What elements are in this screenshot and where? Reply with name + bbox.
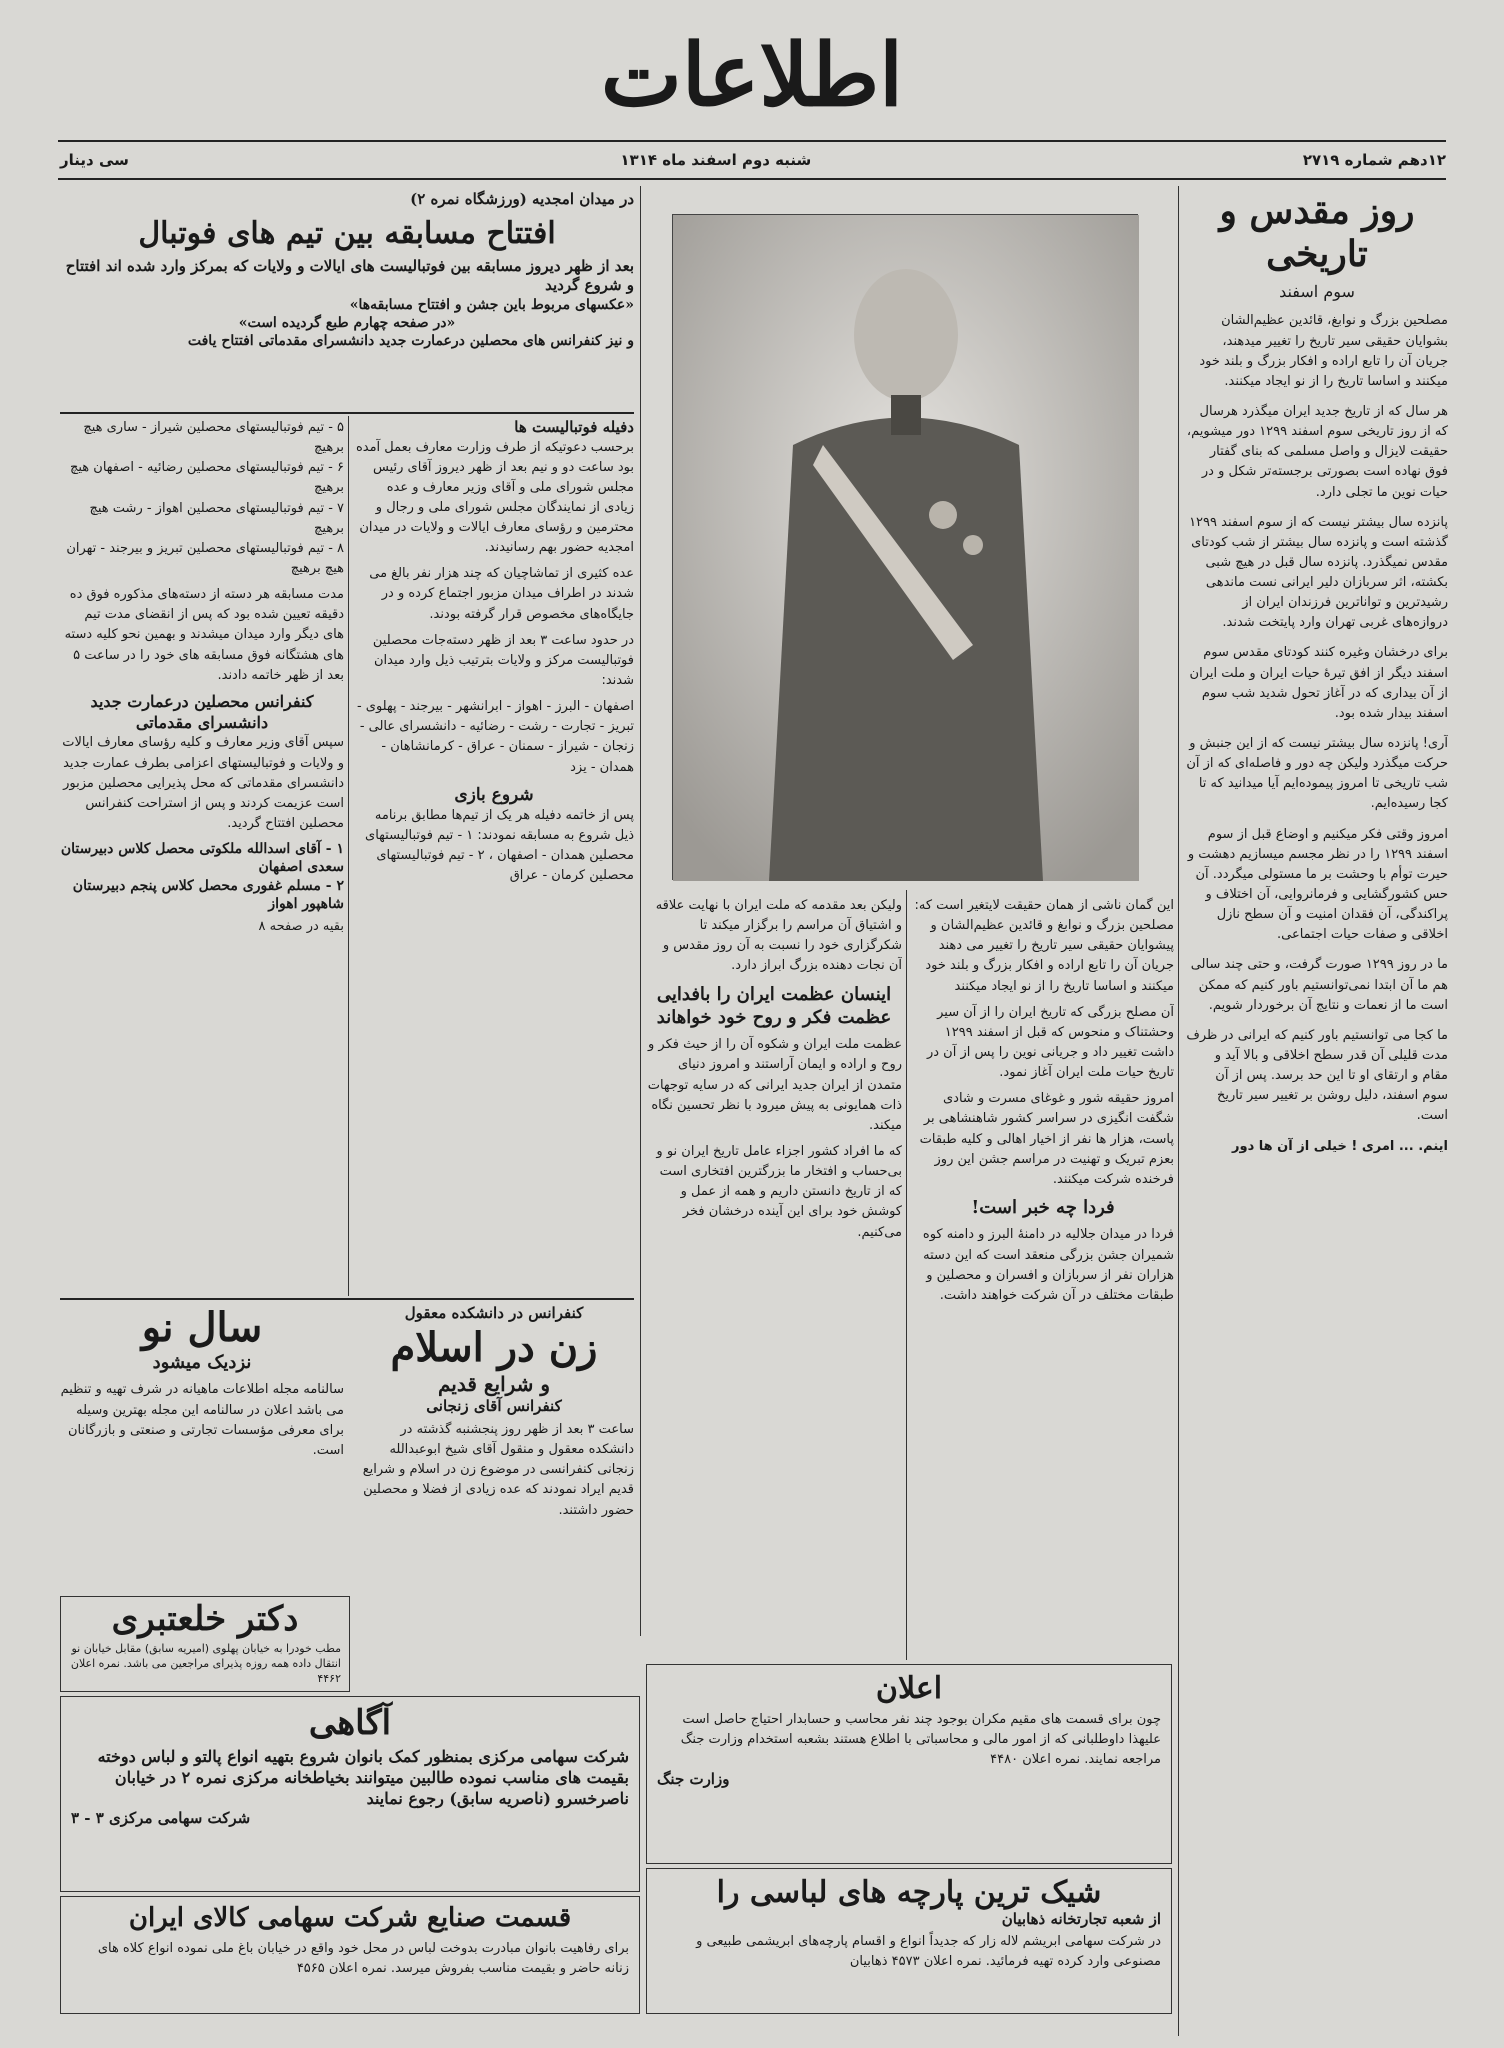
football-paragraph: برحسب دعوتیکه از طرف وزارت معارف بعمل آمده بود ساعت دو و نیم بعد از ظهر دیروز آقای رئیس مجلس شورای ملی و آقای وزیر معارف و عده زیادی از نمایندگان مجلس شورای ملی و رجال و محترمین و رؤسای معارف ایالات و ولایات در میدان امجدیه حضور بهم رسانیدند. [355,439,634,556]
doctor-body: مطب خودرا به خیابان پهلوی (امیریه سابق) مقابل خیابان نو انتقال داده همه روزه پذیرای مراجعین می باشد. نمره اعلان ۴۴۶۲ [70,1642,341,1686]
column-rule [906,890,907,1660]
column-rule [640,186,641,1636]
editorial-paragraph: ما در روز ۱۲۹۹ صورت گرفت، و حتی چند سالی هم ما آن ابتدا نمی‌توانستیم باور کنیم که ممکن است ما از نعمات و نتایج آن برخوردار شویم. [1190,957,1448,1013]
portrait-figure-icon [673,215,1139,881]
price: سی دینار [60,151,129,169]
football-paragraph: سپس آقای وزیر معارف و کلیه رؤسای معارف ایالات و ولایات و فوتبالیستهای اعزامی بطرف عمارت جدید دانشسرای مقدماتی که محل پذیرایی محصلین مزبور است عزیمت کردند و پس از استراحت کنفرانس محصلین افتتاح گردید. [62,735,344,831]
kala-title: قسمت صنایع شرکت سهامی کالای ایران [128,1903,572,1933]
conference-kicker: کنفرانس در دانشکده معقول [404,1304,584,1322]
dateline [60,146,1446,174]
football-paragraph: اصفهان - البرز - اهواز - ابرانشهر - بیرجند - پهلوی - تبریز - تجارت - رشت - رضائیه - دانشسرای عالی - زنجان - شیراز - سمنان - عراق - کرمانشاهان - همدان - یزد [356,699,634,775]
football-kicker: در میدان امجدیه (ورزشگاه نمره ۲) [410,190,634,208]
kala-ad [60,1896,640,2014]
editorial-paragraph: آری! پانزده سال بیشتر نیست که از این جنبش و حرکت میگذرد ولیکن چه دور و فاصله‌ای که از آن شب تاریخی تا امروز پیموده‌ایم آیا میدانید که تا کجا رسیده‌ایم. [1186,736,1448,812]
editorial-paragraph: برای درخشان وغیره کنند کودتای مقدس سوم اسفند دیگر از افق تیرهٔ حیات ایران و ملت ایران از آن بیداری که در آغاز تحول شدید شب سوم اسفند بیدار شده بود. [1189,645,1448,721]
conference-subtitle: و شرایع قدیم [437,1371,551,1396]
football-paragraph: در حدود ساعت ۳ بعد از ظهر دسته‌جات محصلین فوتبالیست مرکز و ولایات بترتیب ذیل وارد میدان شدند: [372,632,634,689]
football-title: افتتاح مسابقه بین تیم های فوتبال [138,215,556,251]
editorial-article [1186,190,1448,2036]
feature-paragraph: آن مصلح بزرگی که تاریخ ایران را از آن سیر وحشتناک و منحوس که قبل از اسفند ۱۲۹۹ داشت تغییر داد و جریانی نوین را پس از آن در تاریخ حیات ملت ایران آغاز نمود. [926,1004,1174,1081]
football-subhead: بعد از ظهر دیروز مسابقه بین فوتبالیست های ایالات و ولایات که بمرکز وارد شده اند افتتاح و شروع گردید [65,256,634,294]
editorial-paragraph: مصلحین بزرگ و نوابغ، قائدین عظیم‌الشان بشوایان حقیقی سیر تاریخ را تغییر میدهند، جریان آن را تابع اراده و افکار بزرگ و بلند خود میکنند و اساسا تاریخ را از نو ایجاد میکنند. [1199,313,1448,389]
continued-note: بقیه در صفحه ۸ [258,918,344,934]
fabric-ad [646,1868,1172,2014]
doctor-title: دکتر خلعتبری [111,1599,299,1639]
football-subhead: «در صفحه چهارم طبع گردیده است» [238,314,456,331]
dateline-rule [58,178,1446,180]
football-subhead: ۱ - آقای اسدالله ملکوتی محصل کلاس دبیرستان سعدی اصفهان [60,841,344,876]
football-subhead: ۲ - مسلم غفوری محصل کلاس پنجم دبیرستان شاهپور اهواز [72,877,344,912]
conference-speaker: کنفرانس آقای زنجانی [426,1396,562,1415]
portrait-photo [672,214,1138,880]
football-subhead: و نیز کنفرانس های محصلین درعمارت جدید دانشسرای مقدماتی افتتاح یافت [187,332,634,349]
column-rule [1178,186,1179,2036]
football-subhead: دفیله فوتبالیست ها [514,418,634,436]
football-paragraph: عده کثیری از تماشاچیان که چند هزار نفر بالغ می شدند در اطراف میدان مزبور اجتماع کرده و در جایگاه‌های مخصوص قرار گرفته بودند. [369,566,634,622]
announcement-body: چون برای قسمت های مقیم مکران بوجود چند نفر محاسب و حسابدار احتیاج حاصل است علیهذا داوطلبانی که از امور مالی و محاسباتی با اطلاع هستند بشعبه استخدام وزارت جنگ مراجعه نمایند. نمره اعلان ۴۴۸۰ [680,1712,1161,1768]
feature-paragraph: ولیکن بعد مقدمه که ملت ایران با نهایت علاقه و اشتیاق آن مراسم را برگزار میکند تا شکرگزاری خود را نسبت به آن روز مقدس و آن نجات دهنده بزرگ ابراز دارد. [655,898,902,974]
announcement-ad [646,1664,1172,1864]
notice-body: شرکت سهامی مرکزی بمنظور کمک بانوان شروع بتهیه انواع پالتو و لباس دوخته بقیمت های مناسب نموده طالبین میتوانند بخیاطخانه مرکزی نمره ۲ در خیابان ناصرخسرو (ناصریه سابق) رجوع نمایند [97,1747,629,1808]
editorial-paragraph: ما کجا می توانستیم باور کنیم که ایرانی در ظرف مدت قلیلی آن قدر سطح اخلاقی و بالا آید و مقام و ارتقای او تا این حد برسد. پس از آن سوم اسفند، دلیل روشن بر تغییر سیر تاریخ است. [1186,1027,1448,1124]
feature-paragraph: فردا در میدان جلالیه در دامنهٔ البرز و دامنه کوه شمیران جشن بزرگی منعقد است که این دسته هزاران نفر از سربازان و افسران و محصلین و طبقات مختلف در آن شرکت خواهند داشت. [922,1227,1174,1303]
feature-paragraph: این گمان ناشی از همان حقیقت لایتغیر است که: مصلحین بزرگ و نوابغ و قائدین عظیم‌الشان و پیشوایان حقیقی سیر تاریخ را تغییر می دهند جریان آن را تابع اراده و افکار بزرگ و بلند خود میکنند و اساسا تاریخ را از نو ایجاد میکنند [914,898,1174,994]
football-paragraph: ۵ - تیم فوتبالیستهای محصلین شیراز - ساری هیچ برهیچ ۶ - تیم فوتبالیستهای محصلین رضائیه - اصفهان هیچ برهیچ ۷ - تیم فوتبالیستهای محصلین اهواز - رشت هیچ برهیچ ۸ - تیم فوتبالیستهای محصلین تبریز و بیرجند - تهران هیچ برهیچ [66,420,344,576]
issue-number: ۱۲دهم شماره ۲۷۱۹ [1302,151,1446,169]
salno-subtitle: نزدیک میشود [152,1352,252,1373]
section-rule [60,1298,634,1300]
feature-subhead: اینسان عظمت ایران را بافدایی‌ عظمت فکر و روح خود خواهاند [656,983,892,1028]
conference-title: زن در اسلام [390,1323,598,1371]
salno-title: سال نو [141,1304,263,1351]
football-subhead: کنفرانس محصلین درعمارت جدید دانشسرای مقدماتی [90,691,314,732]
announcement-title: اعلان [875,1671,943,1706]
masthead-rule [58,140,1446,142]
section-rule [60,412,634,414]
feature-paragraph: که ما افراد کشور اجزاء عامل تاریخ ایران نو و بی‌حساب و افتخار ما بزرگترین افتخاری است که از تاریخ دانستن داریم و همه از عمل و کوشش خود برای این آینده درخشان فخر می‌کنیم. [656,1144,902,1240]
salno-body: سالنامه مجله اطلاعات ماهیانه در شرف تهیه و تنظیم می باشد اعلان در سالنامه این مجله بهترین وسیله برای معرفی مؤسسات تجارتی و صنعتی و بازرگانان است. [60,1382,344,1458]
fabric-body: در شرکت سهامی ابریشم لاله زار که جدیداً انواع و اقسام پارچه‌های ابریشمی طبیعی و مصنوعی وارد کرده تهیه فرمائید. نمره اعلان ۴۵۷۳ ذهابیان [696,1933,1161,1969]
feature-column-1 [912,896,1174,1736]
editorial-paragraph: پانزده سال بیشتر نیست که از سوم اسفند ۱۲۹۹ گذشته است و پانزده سال بیشتر از شب کودتای مقدس نمیگذرد. پانزده سال قبل در هیچ شبی بکشته، اثر سربازان دلیر ایرانی نست ماندهی رشیدترین و تواناترین فرزندان ایران از دروازه‌های غربی تهران وارد پایتخت شدند. [1189,514,1448,631]
notice-title: آگاهی [308,1703,392,1743]
feature-column-2 [646,896,902,1656]
football-column-b [60,418,344,1294]
feature-paragraph: عظمت ملت ایران و شکوه آن را از حیث فکر و روح و اراده و ایمان آراستند و امروز دنیای متمدن از ایران جدید ایرانی که در سایه توجهات ذات همایونی به پیش میرود با نظر تحسین نگاه میکند. [647,1037,902,1133]
conference-body: ساعت ۳ بعد از ظهر روز پنجشنبه گذشته در دانشکده معقول و منقول آقای شیخ ابوعبدالله زنجانی کنفرانسی در موضوع زن در اسلام و شرایع قدیم ایراد نمودند که عده زیادی از فضلا و محصلین حضور داشتند. [362,1422,634,1518]
doctor-ad [60,1596,350,1692]
football-header [60,190,634,412]
announcement-signature: وزارت جنگ [657,1770,730,1789]
salno-ad [60,1304,344,1582]
fabric-title: شیک ترین پارچه های لباسی را [716,1875,1102,1910]
column-rule [348,416,349,1296]
football-paragraph: مدت مسابقه هر دسته از دسته‌های مذکوره فوق ده دقیقه تعیین شده بود که پس از انقضای مدت تیم های دیگر وارد میدان میشدند و بهمین نحو کلیه دسته های هشتگانه فوق مسابقه های خود را در ساعت ۵ بعد از ظهر خاتمه دادند. [64,587,344,683]
feature-paragraph: امروز حقیقه شور و غوغای مسرت و شادی شگفت انگیزی در سراسر کشور شاهنشاهی بر پاست، هزار ها نفر از اخیار اهالی و کلیه طبقات بعزم تبریک و تهنیت در مراسم جشن این روز فرخنده شرکت میکنند. [919,1091,1174,1187]
editorial-ending: اینم. ... امری ! خیلی از آن ها دور [1232,1138,1448,1154]
feature-subhead: فردا چه خبر است! [971,1196,1115,1218]
notice-ad [60,1696,640,1892]
masthead [0,20,1504,130]
football-column-a [354,418,634,1294]
editorial-subtitle: سوم اسفند [1279,282,1355,302]
editorial-paragraph: امروز وقتی فکر میکنیم و اوضاع قبل از سوم اسفند ۱۲۹۹ را در نظر مجسم میسازیم دهشت و حیرت توأم با وحشت بر ما مستولی میگردد. آن حس کشورگشایی و فرمانروایی، آن اختلاف و پراکندگی، آن فقدان امنیت و آن سطح نازل اخلاقی و صفات حیات اجتماعی. [1187,826,1448,943]
kala-body: برای رفاهیت بانوان مبادرت بدوخت لباس در محل خود واقع در خیابان باغ ملی نموده انواع کلاه های زنانه حاضر و بقیمت مناسب بفروش میرسد. نمره اعلان ۴۵۶۵ [97,1941,629,1977]
masthead-title: اطلاعات [600,24,904,126]
fabric-subtitle: از شعبه تجارتخانه ذهابیان [1001,1910,1161,1928]
football-subhead: «عکسهای مربوط باین جشن و افتتاح مسابقه‌ها» [349,296,634,313]
notice-signature: شرکت سهامی مرکزی ۳ - ۳ [71,1809,251,1828]
issue-date: شنبه دوم اسفند ماه ۱۳۱۴ [620,151,812,169]
editorial-paragraph: هر سال که از تاریخ جدید ایران میگذرد هرسال که از روز تاریخی سوم اسفند ۱۲۹۹ دور میشویم، حقیقت لایزال و واصل مسلمی که بنای گفتار فوق نهاده است بصورتی برجسته‌تر شکل و در حیات نوین ما تجلی دارد. [1186,403,1448,500]
football-paragraph: پس از خاتمه دفیله هر یک از تیم‌ها مطابق برنامه ذیل شروع به مسابقه نمودند: ۱ - تیم فوتبالیستهای محصلین همدان - اصفهان ، ۲ - تیم فوتبالیستهای محصلین کرمان - عراق [365,807,634,884]
editorial-title: روز مقدس و تاریخی [1219,190,1415,276]
conference-article [354,1304,634,1594]
football-subhead: شروع بازی [454,784,534,805]
